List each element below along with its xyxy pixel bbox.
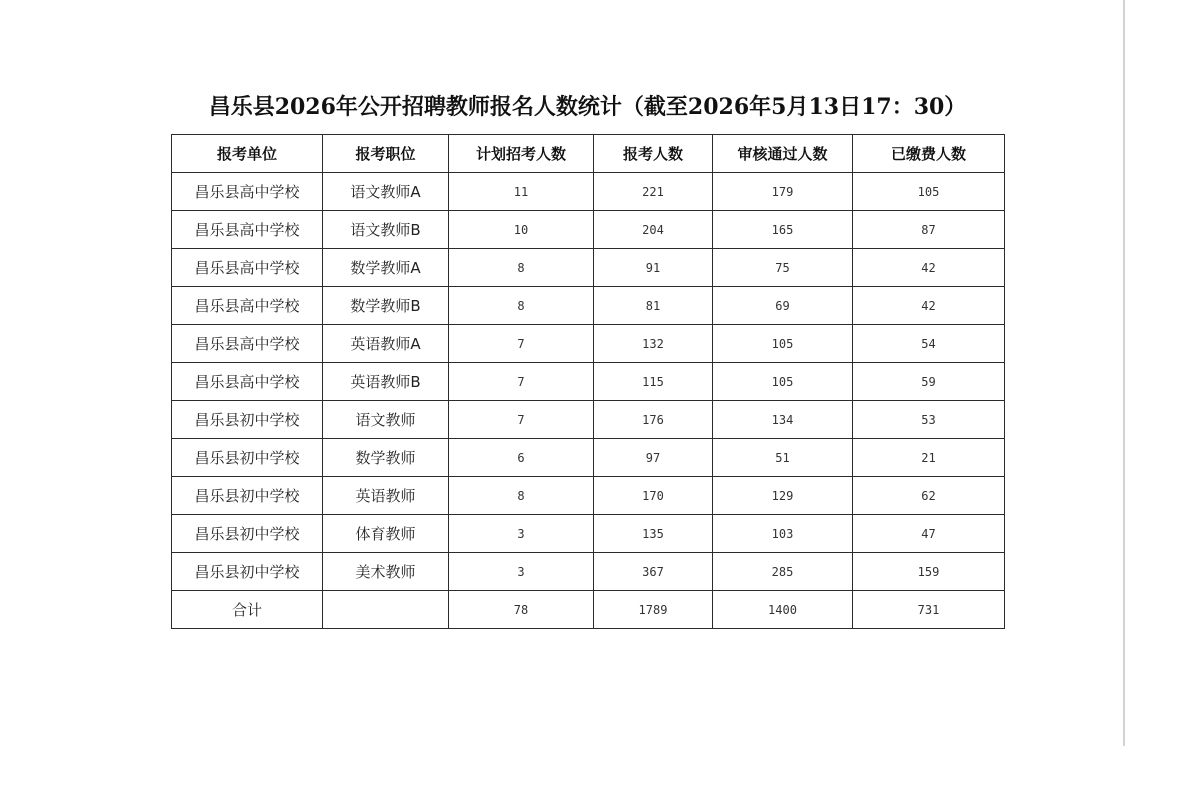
cell-paid: 21 <box>853 439 1005 477</box>
table-row <box>172 439 1005 477</box>
column-header-unit: 报考单位 <box>172 135 323 173</box>
table-row <box>172 325 1005 363</box>
cell-paid: 42 <box>853 249 1005 287</box>
cell-unit: 昌乐县初中学校 <box>172 553 323 591</box>
column-header-paid: 已缴费人数 <box>853 135 1005 173</box>
cell-applicants: 91 <box>594 249 713 287</box>
cell-paid: 87 <box>853 211 1005 249</box>
cell-planned: 8 <box>449 477 594 515</box>
cell-paid: 159 <box>853 553 1005 591</box>
table-row <box>172 249 1005 287</box>
cell-unit: 昌乐县高中学校 <box>172 325 323 363</box>
cell-unit: 昌乐县初中学校 <box>172 477 323 515</box>
column-header-position: 报考职位 <box>323 135 449 173</box>
cell-paid: 53 <box>853 401 1005 439</box>
cell-applicants: 170 <box>594 477 713 515</box>
cell-approved: 1400 <box>713 591 853 629</box>
cell-planned: 7 <box>449 401 594 439</box>
cell-approved: 51 <box>713 439 853 477</box>
cell-unit: 昌乐县高中学校 <box>172 249 323 287</box>
cell-approved: 179 <box>713 173 853 211</box>
cell-planned: 3 <box>449 515 594 553</box>
cell-paid: 42 <box>853 287 1005 325</box>
table-row <box>172 515 1005 553</box>
cell-applicants: 367 <box>594 553 713 591</box>
cell-paid: 62 <box>853 477 1005 515</box>
table-row <box>172 287 1005 325</box>
cell-position: 数学教师B <box>323 287 449 325</box>
cell-planned: 8 <box>449 249 594 287</box>
cell-position: 语文教师 <box>323 401 449 439</box>
cell-position: 语文教师A <box>323 173 449 211</box>
cell-applicants: 1789 <box>594 591 713 629</box>
column-header-applicants: 报考人数 <box>594 135 713 173</box>
cell-applicants: 97 <box>594 439 713 477</box>
cell-planned: 78 <box>449 591 594 629</box>
cell-approved: 105 <box>713 325 853 363</box>
cell-unit: 昌乐县初中学校 <box>172 439 323 477</box>
cell-unit: 昌乐县高中学校 <box>172 211 323 249</box>
column-header-approved: 审核通过人数 <box>713 135 853 173</box>
table-row <box>172 211 1005 249</box>
registration-stats-table <box>171 134 1005 629</box>
cell-approved: 105 <box>713 363 853 401</box>
cell-position: 数学教师 <box>323 439 449 477</box>
page-edge-divider <box>1123 0 1125 746</box>
cell-position: 英语教师 <box>323 477 449 515</box>
cell-paid: 54 <box>853 325 1005 363</box>
cell-paid: 47 <box>853 515 1005 553</box>
cell-applicants: 135 <box>594 515 713 553</box>
cell-position: 语文教师B <box>323 211 449 249</box>
table-row <box>172 477 1005 515</box>
table-row <box>172 553 1005 591</box>
table-total-row <box>172 591 1005 629</box>
cell-unit: 合计 <box>172 591 323 629</box>
table-row <box>172 363 1005 401</box>
cell-position: 英语教师A <box>323 325 449 363</box>
cell-paid: 105 <box>853 173 1005 211</box>
cell-approved: 134 <box>713 401 853 439</box>
cell-applicants: 81 <box>594 287 713 325</box>
cell-unit: 昌乐县高中学校 <box>172 287 323 325</box>
cell-unit: 昌乐县初中学校 <box>172 401 323 439</box>
cell-position: 英语教师B <box>323 363 449 401</box>
cell-unit: 昌乐县初中学校 <box>172 515 323 553</box>
column-header-planned: 计划招考人数 <box>449 135 594 173</box>
cell-applicants: 221 <box>594 173 713 211</box>
table-header-row <box>172 135 1005 173</box>
cell-approved: 103 <box>713 515 853 553</box>
cell-planned: 7 <box>449 363 594 401</box>
table-row <box>172 173 1005 211</box>
cell-applicants: 115 <box>594 363 713 401</box>
cell-planned: 3 <box>449 553 594 591</box>
document-title: 昌乐县2026年公开招聘教师报名人数统计（截至2026年5月13日17：30） <box>208 94 967 120</box>
cell-planned: 8 <box>449 287 594 325</box>
cell-position <box>323 591 449 629</box>
table-body <box>172 173 1005 629</box>
table-row <box>172 401 1005 439</box>
cell-approved: 129 <box>713 477 853 515</box>
cell-unit: 昌乐县高中学校 <box>172 363 323 401</box>
cell-applicants: 204 <box>594 211 713 249</box>
cell-position: 美术教师 <box>323 553 449 591</box>
cell-paid: 59 <box>853 363 1005 401</box>
table-head <box>172 135 1005 173</box>
cell-approved: 285 <box>713 553 853 591</box>
cell-planned: 10 <box>449 211 594 249</box>
cell-approved: 165 <box>713 211 853 249</box>
cell-approved: 69 <box>713 287 853 325</box>
cell-applicants: 132 <box>594 325 713 363</box>
cell-planned: 7 <box>449 325 594 363</box>
cell-paid: 731 <box>853 591 1005 629</box>
cell-applicants: 176 <box>594 401 713 439</box>
cell-planned: 6 <box>449 439 594 477</box>
cell-approved: 75 <box>713 249 853 287</box>
cell-unit: 昌乐县高中学校 <box>172 173 323 211</box>
cell-position: 体育教师 <box>323 515 449 553</box>
cell-planned: 11 <box>449 173 594 211</box>
cell-position: 数学教师A <box>323 249 449 287</box>
